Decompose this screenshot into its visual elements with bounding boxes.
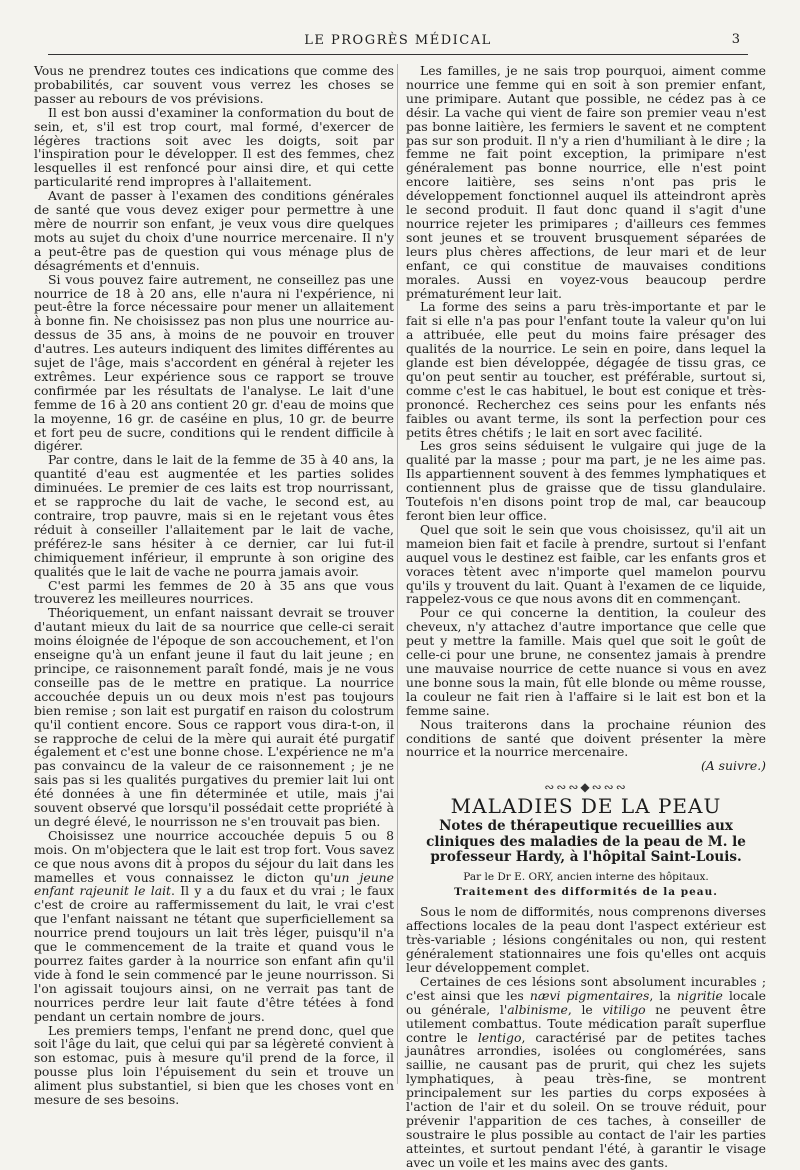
section-ornament: ∾∾∾◆∾∾∾ bbox=[544, 780, 628, 795]
paragraph-text: La forme des seins a paru très-importante et par le fait si elle n'a pas pour l'enfant toute la valeur qu'on lui a attribuée, elle peut du moins faire présager des qualités de la nourrice. Le sein en poire, dans lequel la glande est bien développée, dégagée de tissu gras, ce qu'on peut sentir au toucher, est préférable, surtout si, comme c'est le cas habituel, le bout est conique et très-prononcé. Recherchez ces seins pour les enfants nés faibles ou avant terme, ils sont la perfection pour ces petits êtres chétifs ; le lait en sort avec facilité. bbox=[406, 299, 766, 440]
paragraph bbox=[34, 1024, 394, 1107]
paragraph-text: Les premiers temps, l'enfant ne prend donc, quel que soit l'âge du lait, que celui qui par sa légèreté convient à son estomac, puis à mesure qu'il prend de la force, il pousse plus loin l'épuisement du sein et trouve un aliment plus substantiel, si bien que les choses vont en mesure de ses besoins. bbox=[34, 1022, 394, 1108]
paragraph bbox=[34, 273, 394, 454]
italic-term: nigritie bbox=[676, 987, 723, 1003]
paragraph-text: Les familles, je ne sais trop pourquoi, aiment comme nourrice une femme qui en soit à son premier enfant, une primipare. Autant que possible, ne cédez pas à ce désir. La vache qui vient de faire son premier veau n'est pas bonne laitière, les fermiers le savent et ne comptent pas sur son produit. Il n'y a rien d'humiliant à le dire ; la femme ne fait point exception, la primipare n'est généralement pas bonne nourrice, elle n'est point encore laitière, ses seins n'ont pas pris le développement fonctionnel auquel ils atteindront après le second produit. Il faut donc quand il s'agit d'une nourrice rejeter les primipares ; d'ailleurs ces femmes sont jeunes et se trouvent brusquement séparées de leurs plus chères affections, de leur mari et de leur enfant, ce qui constitue de mauvaises conditions morales. Aussi en voyez-vous beaucoup perdre prématurément leur lait. bbox=[406, 63, 766, 301]
paragraph-text: ne peuvent être utilement combattus. Toute médication paraît superflue contre le bbox=[406, 1001, 766, 1045]
paragraph-text: Nous traiterons dans la prochaine réunion des conditions de santé que doivent présenter la mère nourrice et la nourrice mercenaire. bbox=[406, 716, 766, 760]
article-title: Notes de thérapeutique recueillies aux cliniques des maladies de la peau de M. le professeur Hardy, à l'hôpital Saint-Louis. bbox=[426, 818, 746, 866]
paragraph-text: . Il y a du faux et du vrai ; le faux c'est de croire au raffermissement du lait, le vrai c'est que l'enfant naissant ne tétant que superficiellement sa nourrice prend toujours un lait très léger, puisqu'il n'a que le commencement de la traite et quand vous le pourrez faites garder à la nourrice son enfant afin qu'il vide à fond le sein commencé par le jeune nourrisson. Si l'on agissait toujours ainsi, on ne verrait pas tant de nourrices perdre leur lait faute d'être tétées à fond pendant un certain nombre de jours. bbox=[34, 883, 394, 1024]
paragraph-text: Théoriquement, un enfant naissant devrait se trouver d'autant mieux du lait de sa nourrice que celle-ci serait moins éloignée de l'époque de son accouchement, et l'on enseigne qu'à un enfant jeune il faut du lait jeune ; en principe, ce raisonnement paraît fondé, mais je ne vous conseille pas de le mettre en pratique. La nourrice accouchée depuis un ou deux mois n'est pas toujours bien remise ; son lait est purgatif en raison du colostrum qu'il contient encore. Sous ce rapport vous dira-t-on, il se rapproche de celui de la mère qui aurait été purgatif également et c'est une bonne chose. L'expérience ne m'a pas convaincu de la valeur de ce raisonnement ; je ne sais pas si les qualités purgatives du premier lait lui ont été données à une fin déterminée et utile, mais j'ai souvent observé que lorsqu'il possédait cette propriété à un degré élevé, le nourrisson ne s'en trouvait pas bien. bbox=[34, 605, 394, 829]
paragraph-text: C'est parmi les femmes de 20 à 35 ans que vous trouverez les meilleures nourrices. bbox=[34, 577, 394, 607]
italic-term: vitiligo bbox=[602, 1001, 646, 1017]
paragraph-text: Certaines de ces lésions sont absolument incurables ; c'est ainsi que les bbox=[406, 973, 766, 1003]
to-be-continued: (A suivre.) bbox=[700, 758, 766, 774]
paragraph bbox=[34, 453, 394, 578]
paragraph bbox=[406, 300, 766, 439]
paragraph bbox=[406, 718, 766, 760]
paragraph-text: Par contre, dans le lait de la femme de 35 à 40 ans, la quantité d'eau est augmentée et les parties solides diminuées. Le premier de ces laits est trop nourrissant, et se rapproche du lait de vache, le second est, au contraire, trop pauvre, mais si en le rejetant vous êtes réduit à conseiller l'allaitement par le lait de vache, préférez-le sans hésiter à ce dernier, car lui fut-il chimiquement inférieur, il emprunte à son origine des qualités que le lait de vache ne pourra jamais avoir. bbox=[34, 452, 394, 579]
italic-term: albinisme bbox=[507, 1001, 568, 1017]
paragraph-text: Choisissez une nourrice accouchée depuis 5 ou 8 mois. On m'objectera que le lait est trop fort. Vous savez ce que nous avons dit à propos du séjour du lait dans les mamelles et vous connaissez le dicton qu' bbox=[34, 827, 394, 885]
paragraph bbox=[406, 905, 766, 975]
section-title: MALADIES DE LA PEAU bbox=[450, 794, 722, 819]
paragraph-text: Vous ne prendrez toutes ces indications que comme des probabilités, car souvent vous verrez les choses se passer au rebours de vos prévisions. bbox=[34, 63, 394, 106]
paragraph bbox=[406, 523, 766, 606]
paragraph bbox=[406, 439, 766, 522]
paragraph bbox=[34, 606, 394, 829]
paragraph bbox=[34, 189, 394, 272]
article-byline: Par le Dr E. ORY, ancien interne des hôpitaux. bbox=[463, 870, 709, 883]
page-header bbox=[48, 30, 748, 55]
paragraph bbox=[406, 606, 766, 717]
paragraph-text: Sous le nom de difformités, nous comprenons diverses affections locales de la peau dont l'aspect extérieur est très-variable ; lésions congénitales ou non, qui restent généralement stationnaires une fois qu'elles ont acquis leur développement complet. bbox=[406, 904, 766, 975]
paragraph-text: locale ou générale, l' bbox=[406, 987, 766, 1017]
paragraph bbox=[34, 829, 394, 1024]
italic-term: nævi pigmentaires bbox=[529, 987, 650, 1003]
paragraph bbox=[406, 64, 766, 300]
paragraph-text: , caractérisé par de petites taches jaunâtres arrondies, isolées ou conglomérées, sans saillie, ne causant pas de prurit, qui chez les sujets lymphatiques, à peau très-fine, se montrent principalement sur les parties du corps exposées à l'action de l'air et du soleil. On se trouve réduit, pour prévenir l'apparition de ces taches, à conseiller de soustraire le plus possible au contact de l'air les parties atteintes, et surtout pendant l'été, à garantir le visage avec un voile et les mains avec des gants. bbox=[406, 1029, 766, 1170]
italic-term: lentigo bbox=[477, 1029, 522, 1045]
paragraph-text: Les gros seins séduisent le vulgaire qui juge de la qualité par la masse ; pour ma part, je ne les aime pas. Ils appartiennent souvent à des femmes lymphatiques et contiennent plus de graisse que de tissu glandulaire. Toutefois n'en disons point trop de mal, car beaucoup feront bien leur office. bbox=[406, 438, 766, 523]
right-column-continuation bbox=[406, 64, 766, 759]
paragraph-text: Il est bon aussi d'examiner la conformation du bout de sein, et, s'il est trop court, mal formé, d'exercer de légères tractions soit avec les doigts, soit par l'inspiration pour le développer. Il est des femmes, chez lesquelles il est renfoncé pour ainsi dire, et qui cette particularité rend impropres à l'allaitement. bbox=[34, 104, 394, 190]
left-column bbox=[34, 64, 394, 1107]
paragraph-text: , le bbox=[567, 1001, 603, 1017]
column-divider bbox=[397, 64, 398, 1084]
paragraph-text: Avant de passer à l'examen des conditions générales de santé que vous devez exiger pour permettre à une mère de nourrir son enfant, je veux vous dire quelques mots au sujet du choix d'une nourrice mercenaire. Il n'y a peut-être pas de question qui vous ménage plus de désagréments et d'ennuis. bbox=[34, 188, 394, 273]
italic-term: un jeune enfant rajeunit le lait bbox=[34, 869, 394, 899]
article-subhead: Traitement des difformités de la peau. bbox=[454, 886, 718, 899]
paragraph-text: , la bbox=[649, 987, 677, 1003]
paragraph-text: Pour ce qui concerne la dentition, la couleur des cheveux, n'y attachez d'autre importance que celle que peut y mettre la famille. Mais quel que soit le goût de celle-ci pour une brune, ne consentez jamais à prendre une mauvaise nourrice de cette nuance si vous en avez une bonne sous la main, fût elle blonde ou même rousse, la couleur ne fait rien à l'affaire si le lait est bon et la femme saine. bbox=[406, 605, 766, 718]
paragraph bbox=[34, 579, 394, 607]
paragraph-text: Quel que soit le sein que vous choisissez, qu'il ait un mameion bien fait et facile à prendre, surtout si l'enfant auquel vous le destinez est faible, car les enfants gros et voraces tètent avec n'importe quel mamelon pourvu qu'ils y trouvent du lait. Quant à l'examen de ce liquide, rappelez-vous ce que nous avons dit en commençant. bbox=[406, 521, 766, 607]
paragraph-text: Si vous pouvez faire autrement, ne conseillez pas une nourrice de 18 à 20 ans, elle n'aura ni l'expérience, ni peut-être la force nécessaire pour mener un allaitement à bonne fin. Ne choisissez pas non plus une nourrice au-dessus de 35 ans, à moins de ne pouvoir en trouver d'autres. Les auteurs indiquent des limites différentes au sujet de l'âge, mais s'accordent en général à rejeter les extrêmes. Leur expérience sous ce rapport se trouve confirmée par les résultats de l'analyse. Le lait d'une femme de 16 à 20 ans contient 20 gr. d'eau de moins que la moyenne, 16 gr. de caséine en plus, 10 gr. de beurre et fort peu de sucre, conditions qui le rendent difficile à digérer. bbox=[34, 271, 394, 454]
page-number: 3 bbox=[731, 32, 740, 47]
paragraph bbox=[406, 975, 766, 1170]
article-body bbox=[406, 905, 766, 1169]
paragraph bbox=[34, 64, 394, 106]
running-head: LE PROGRÈS MÉDICAL bbox=[304, 33, 492, 48]
paragraph bbox=[34, 106, 394, 189]
right-column bbox=[406, 64, 766, 1170]
